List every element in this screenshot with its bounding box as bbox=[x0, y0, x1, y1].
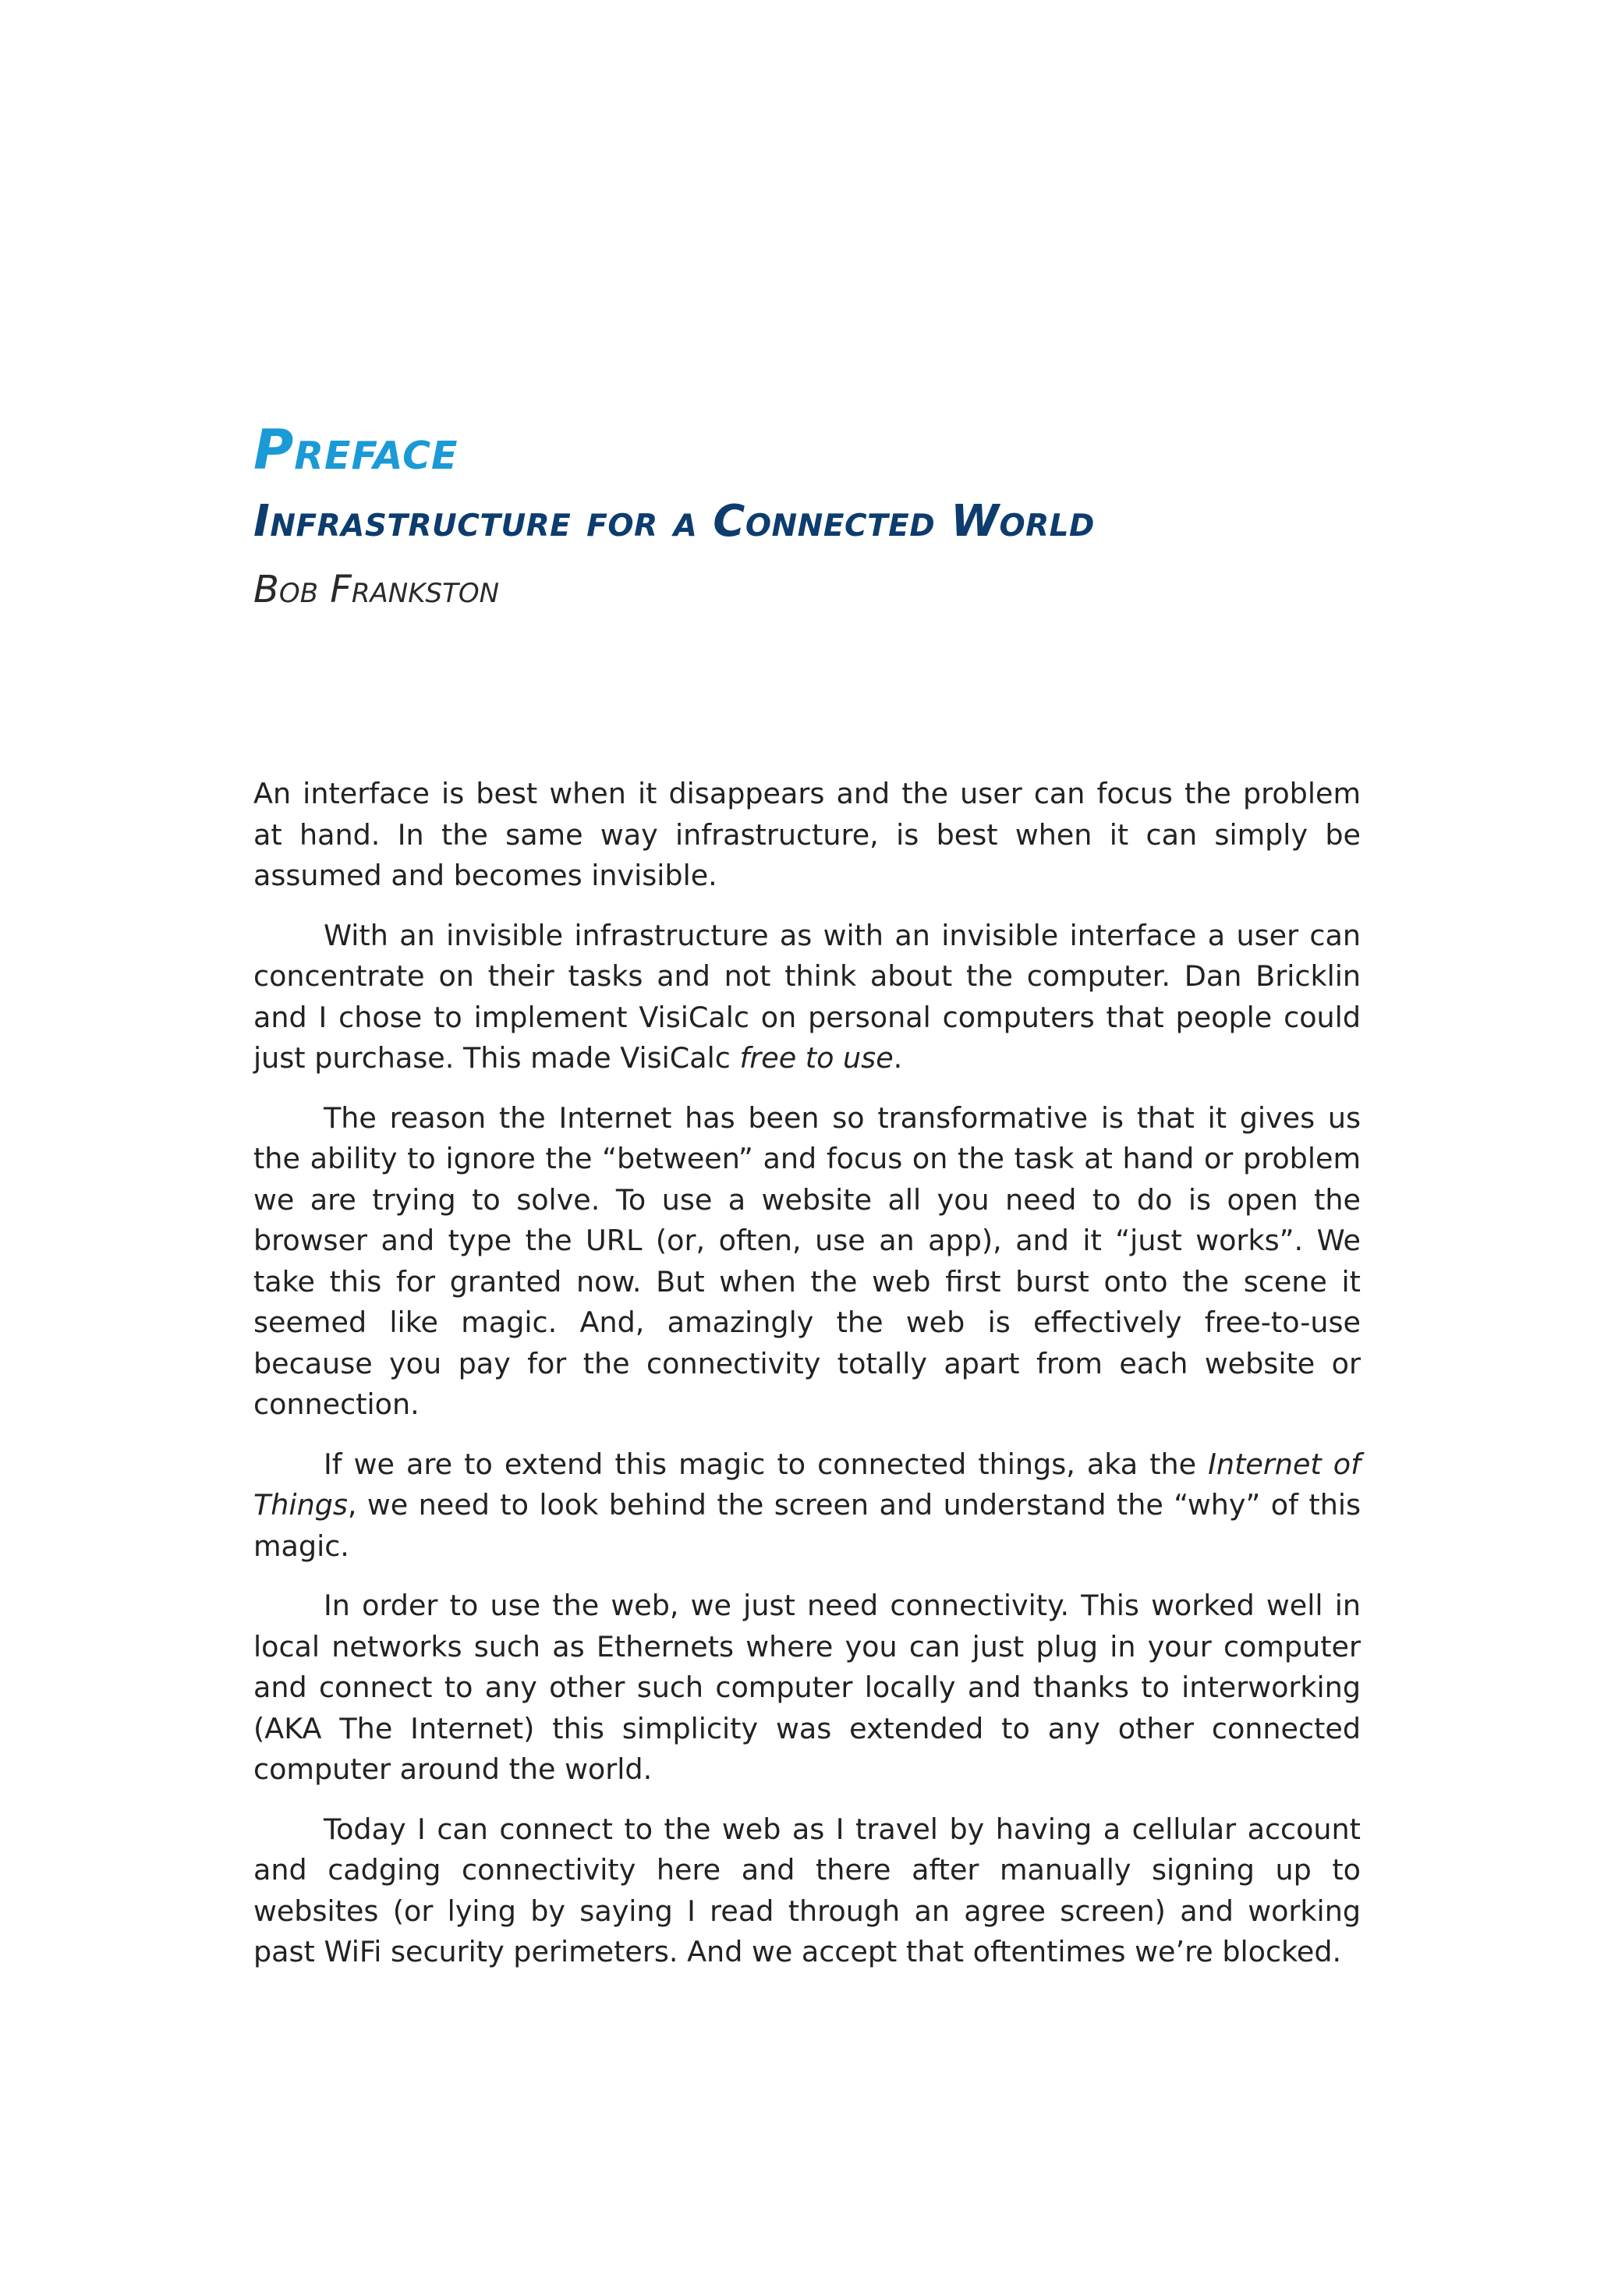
paragraph-4-text-a: If we are to extend this magic to connected things, aka the bbox=[324, 1447, 1209, 1481]
chapter-heading bbox=[253, 417, 1361, 613]
paragraph-2-text-b: . bbox=[893, 1041, 903, 1075]
chapter-author: Bob Frankston bbox=[253, 568, 500, 611]
paragraph-4-text-b: , we need to look behind the screen and understand the “why” of this magic. bbox=[253, 1488, 1361, 1563]
paragraph-2-text-a: With an invisible infrastructure as with an invisible interface a user can concentrate on their tasks and not think about the computer. Dan Bricklin and I chose to implement VisiCalc on personal computers that people could just purchase. This made VisiCalc bbox=[253, 918, 1361, 1075]
body-text bbox=[253, 774, 1361, 1992]
paragraph-3 bbox=[253, 1098, 1361, 1426]
paragraph-2-emphasis: free to use bbox=[739, 1041, 894, 1075]
paragraph-4-emphasis: Internet of Things bbox=[253, 1447, 1361, 1522]
paragraph-6-text: Today I can connect to the web as I travel by having a cellular account and cadging connectivity here and there after manually signing up to websites (or lying by saying I read through an agree screen) and working past WiFi security perimeters. And we accept that oftentimes we’re blocked. bbox=[253, 1812, 1361, 1968]
paragraph-3-text: The reason the Internet has been so transformative is that it gives us the ability to ignore the “between” and focus on the task at hand or problem we are trying to solve. To use a website all you need to do is open the browser and type the URL (or, often, use an app), and it “just works”. We take this for granted now. But when the web first burst onto the scene it seemed like magic. And, amazingly the web is effectively free-to-use because you pay for the connectivity totally apart from each website or connection. bbox=[253, 1100, 1361, 1421]
paragraph-5-text: In order to use the web, we just need connectivity. This worked well in local networks such as Ethernets where you can just plug in your computer and connect to any other such computer locally and thanks to interworking (AKA The Internet) this simplicity was extended to any other connected computer around the world. bbox=[253, 1589, 1361, 1786]
paragraph-2 bbox=[253, 916, 1361, 1079]
chapter-subtitle: Infrastructure for a Connected World bbox=[253, 496, 1095, 547]
paragraph-1 bbox=[253, 774, 1361, 897]
paragraph-6 bbox=[253, 1809, 1361, 1973]
paragraph-5 bbox=[253, 1586, 1361, 1791]
chapter-title: Preface bbox=[253, 418, 459, 482]
paragraph-4 bbox=[253, 1444, 1361, 1568]
paragraph-1-text: An interface is best when it disappears and the user can focus the problem at hand. In the same way infrastructure, is best when it can simply be assumed and becomes invisible. bbox=[253, 777, 1361, 892]
